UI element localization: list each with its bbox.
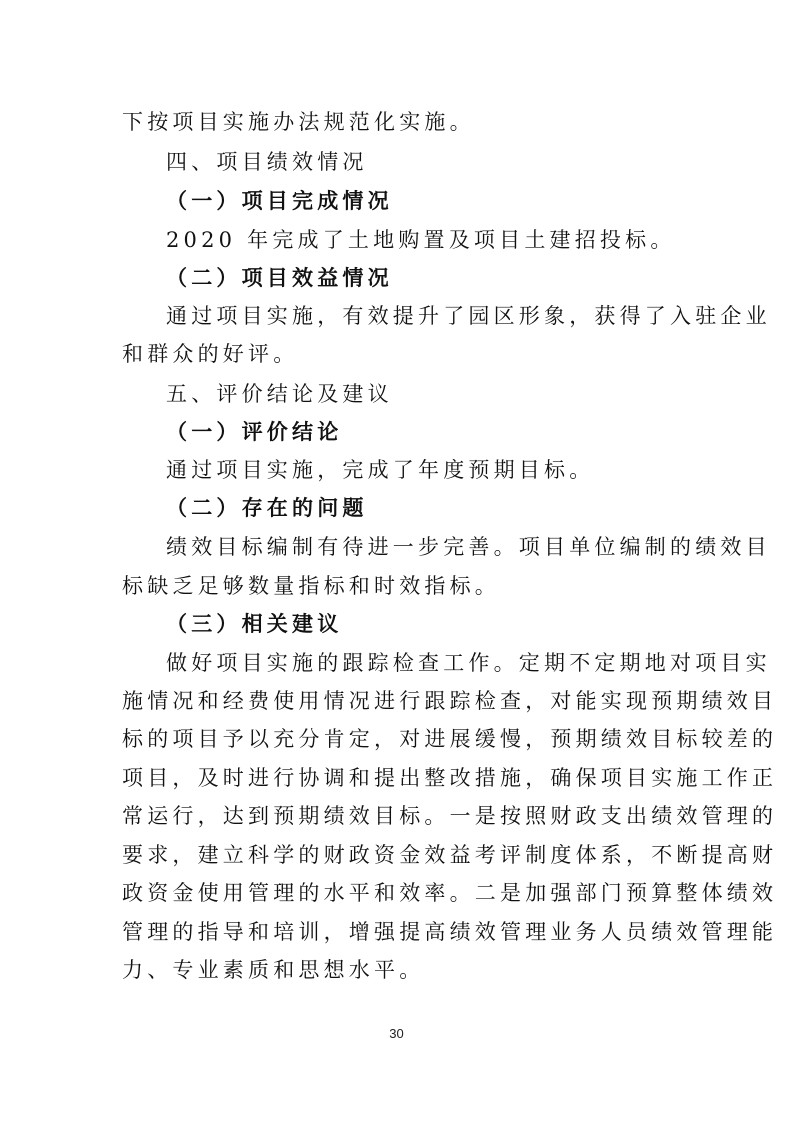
body-text-line: 2020 年完成了土地购置及项目土建招投标。 xyxy=(166,228,676,252)
subheading-project-completion: （一）项目完成情况 xyxy=(166,189,393,213)
subheading-related-suggestions: （三）相关建议 xyxy=(166,612,343,636)
body-text-line: 通过项目实施，完成了年度预期目标。 xyxy=(166,458,595,482)
body-text-line: 项目，及时进行协调和提出整改措施，确保项目实施工作正 xyxy=(122,766,778,790)
body-text-line: 绩效目标编制有待进一步完善。项目单位编制的绩效目 xyxy=(166,535,771,559)
body-text-line: 通过项目实施，有效提升了园区形象，获得了入驻企业 xyxy=(166,304,771,328)
body-text-line: 做好项目实施的跟踪检查工作。定期不定期地对项目实 xyxy=(166,651,771,675)
body-text-line: 下按项目实施办法规范化实施。 xyxy=(122,110,475,134)
section-heading-4: 四、项目绩效情况 xyxy=(166,150,368,174)
body-text-line: 力、专业素质和思想水平。 xyxy=(122,958,425,982)
body-text-line: 施情况和经费使用情况进行跟踪检查，对能实现预期绩效目 xyxy=(122,689,778,713)
body-text-line: 管理的指导和培训，增强提高绩效管理业务人员绩效管理能 xyxy=(122,920,778,944)
body-text-line: 标的项目予以充分肯定，对进展缓慢，预期绩效目标较差的 xyxy=(122,727,778,751)
body-text-line: 要求，建立科学的财政资金效益考评制度体系，不断提高财 xyxy=(122,843,778,867)
body-text-line: 常运行，达到预期绩效目标。一是按照财政支出绩效管理的 xyxy=(122,804,778,828)
body-text-line: 和群众的好评。 xyxy=(122,342,299,366)
section-heading-5: 五、评价结论及建议 xyxy=(166,382,393,406)
subheading-evaluation-conclusion: （一）评价结论 xyxy=(166,420,343,444)
body-text-line: 标缺乏足够数量指标和时效指标。 xyxy=(122,574,500,598)
body-text-line: 政资金使用管理的水平和效率。二是加强部门预算整体绩效 xyxy=(122,881,778,905)
subheading-project-benefits: （二）项目效益情况 xyxy=(166,266,393,290)
page-number: 30 xyxy=(389,1026,404,1041)
subheading-existing-problems: （二）存在的问题 xyxy=(166,496,368,520)
